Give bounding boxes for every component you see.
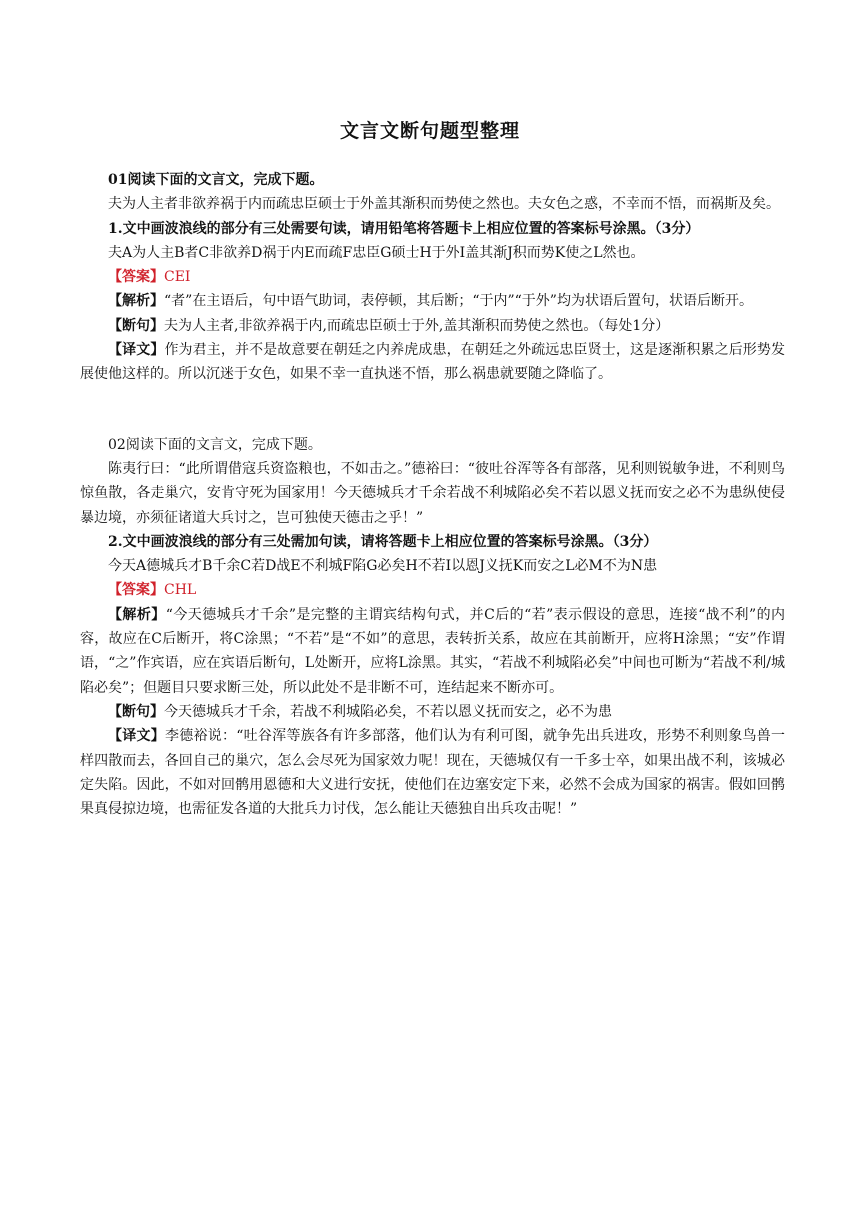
q2-answer-value: CHL (164, 582, 197, 599)
q1-analysis-label: 【解析】 (108, 293, 164, 310)
q2-answer (80, 578, 785, 602)
section-spacer (80, 387, 785, 433)
document-body (80, 168, 785, 821)
q2-translation (80, 724, 785, 821)
q1-heading: 01阅读下面的文言文，完成下题。 (108, 172, 324, 188)
q2-options: 今天A德城兵才B千余C若D战E不利城F陷G必矣H不若I以恩J义抚K而安之L必M不为N患 (108, 558, 658, 575)
q2-punct-text: 今天德城兵才千余，若战不利城陷必矣，不若以恩义抚而安之，必不为患 (164, 703, 612, 720)
q1-passage: 夫为人主者非欲养祸于内而疏忠臣硕士于外盖其渐积而势使之然也。夫女色之惑，不幸而不悟，而祸斯及矣。 (108, 196, 780, 213)
q1-trans-text: 作为君主，并不是故意要在朝廷之内养虎成患，在朝廷之外疏远忠臣贤士，这是逐渐积累之后形势发展使他这样的。所以沉迷于女色，如果不幸一直执迷不悟，那么祸患就要随之降临了。 (80, 342, 786, 383)
q2-heading: 02阅读下面的文言文，完成下题。 (108, 436, 322, 453)
q2-analysis (80, 603, 785, 700)
q2-trans-label: 【译文】 (108, 728, 166, 745)
q1-answer (80, 265, 785, 289)
q2-punct-label: 【断句】 (108, 703, 164, 720)
q1-analysis (80, 289, 785, 313)
q2-passage: 陈夷行曰：“此所谓借寇兵资盗粮也，不如击之。”德裕曰：“彼吐谷浑等各有部落，见利则锐敏争进，不利则鸟惊鱼散，各走巢穴，安肯守死为国家用！今天德城兵才千余若战不利城陷必矣不若以恩义抚而安之必不为患纵使侵暴边境，亦须征诸道大兵讨之，岂可独使天德击之乎！” (80, 460, 785, 526)
q2-answer-label: 【答案】 (108, 582, 164, 599)
q2-analysis-text: “今天德城兵才千余”是完整的主谓宾结构句式，并C后的“若”表示假设的意思，连接“战不利”的内容，故应在C后断开，将C涂黑；“不若”是“不如”的意思，表转折关系，故应在其前断开，应将H涂黑；“安”作谓语，“之”作宾语，应在宾语后断句，L处断开，应将L涂黑。其实，“若战不利城陷必矣”中间也可断为“若战不利/城陷必矣”；但题目只要求断三处，所以此处不是非断不可，连结起来不断亦可。 (80, 606, 786, 696)
q1-punct-label: 【断句】 (108, 317, 164, 334)
page-title: 文言文断句题型整理 (339, 120, 520, 142)
q1-answer-label: 【答案】 (108, 269, 164, 286)
q1-answer-value: CEI (164, 269, 191, 286)
q2-punctuation (80, 700, 785, 724)
q1-question: 1.文中画波浪线的部分有三处需要句读，请用铅笔将答题卡上相应位置的答案标号涂黑。（3分） (108, 220, 700, 237)
q1-options: 夫A为人主B者C非欲养D祸于内E而疏F忠臣G硕士H于外I盖其渐J积而势K使之L然也。 (108, 244, 645, 261)
q1-trans-label: 【译文】 (108, 342, 165, 359)
q2-question: 2.文中画波浪线的部分有三处需加句读，请将答题卡上相应位置的答案标号涂黑。（3分） (108, 533, 658, 550)
q2-trans-text: 李德裕说：“吐谷浑等族各有许多部落，他们认为有利可图，就争先出兵进攻，形势不利则象鸟兽一样四散而去，各回自己的巢穴，怎么会尽死为国家效力呢！现在，天德城仅有一千多士卒，如果出战不利，该城必定失陷。因此，不如对回鹘用恩德和大义进行安抚，使他们在边塞安定下来，必然不会成为国家的祸害。假如回鹘果真侵掠边境，也需征发各道的大批兵力讨伐，怎么能让天德独自出兵攻击呢！” (80, 728, 786, 818)
q1-translation (80, 338, 785, 387)
q1-punctuation (80, 314, 785, 338)
q1-analysis-text: “者”在主语后，句中语气助词，表停顿，其后断；“于内”“于外”均为状语后置句，状语后断开。 (164, 293, 753, 310)
q2-analysis-label: 【解析】 (108, 606, 166, 623)
q1-punct-text: 夫为人主者,非欲养祸于内,而疏忠臣硕士于外,盖其渐积而势使之然也。（每处1分） (164, 317, 670, 334)
